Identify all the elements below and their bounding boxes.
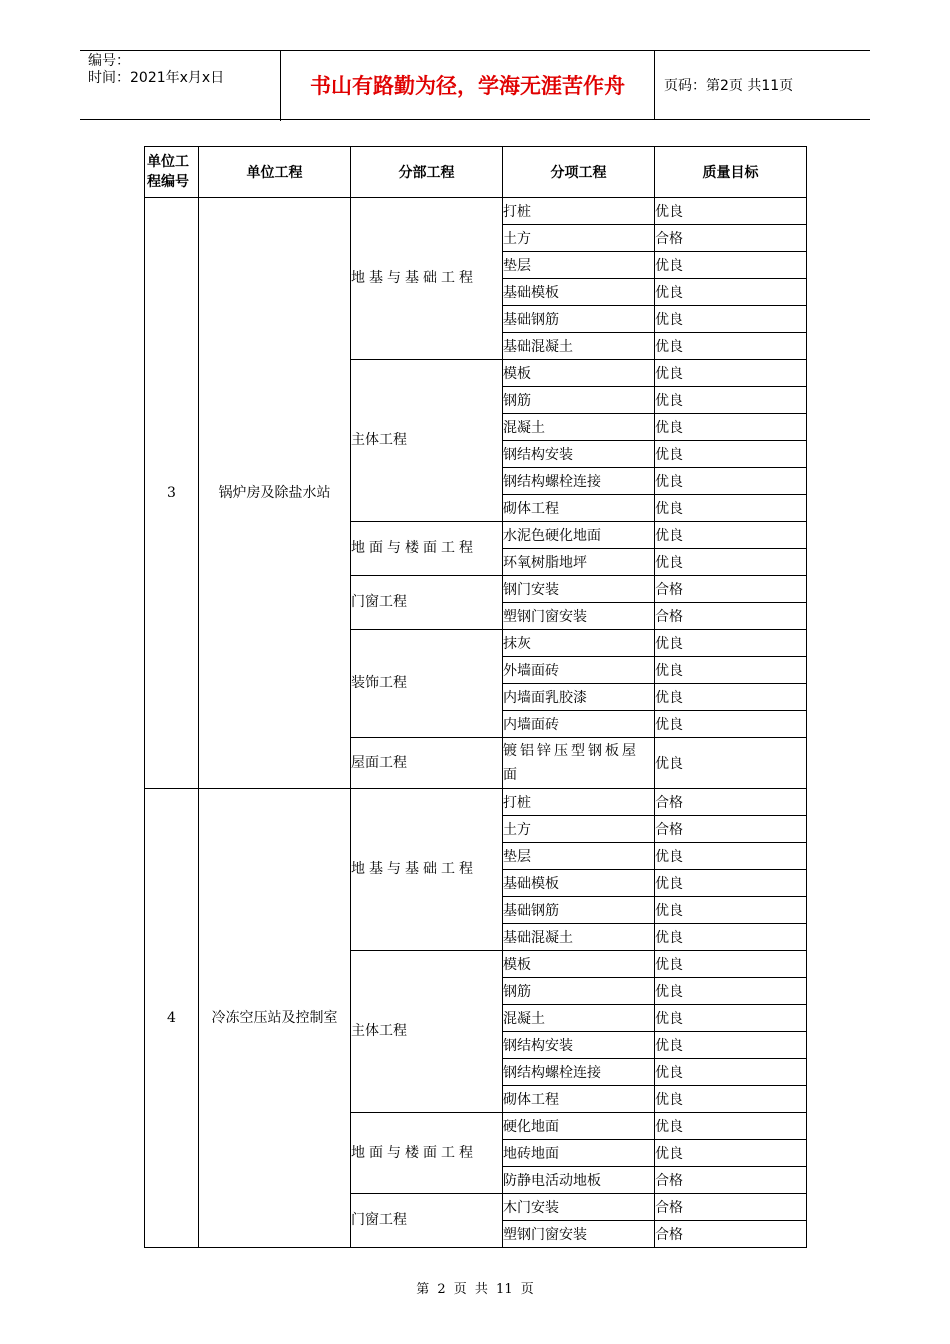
item-name-cell: 环氧树脂地坪 [503,549,655,576]
section-name-cell: 地基与基础工程 [351,789,503,951]
section-name-cell: 地面与楼面工程 [351,1113,503,1194]
item-name-cell: 钢门安装 [503,576,655,603]
quality-goal-cell: 优良 [655,1140,807,1167]
quality-goal-cell: 优良 [655,1059,807,1086]
quality-goal-cell: 优良 [655,951,807,978]
quality-goal-cell: 优良 [655,468,807,495]
item-name-cell: 塑钢门窗安装 [503,1221,655,1248]
table-body [145,198,807,1248]
item-name-cell: 木门安装 [503,1194,655,1221]
unit-name-cell: 锅炉房及除盐水站 [199,198,351,789]
header-unit-name: 单位工程 [199,147,351,198]
item-name-cell: 水泥色硬化地面 [503,522,655,549]
section-name-cell: 装饰工程 [351,630,503,738]
header-section: 分部工程 [351,147,503,198]
unit-name-cell: 冷冻空压站及控制室 [199,789,351,1248]
section-name-cell: 地基与基础工程 [351,198,503,360]
quality-goal-cell: 合格 [655,1194,807,1221]
header-motto: 书山有路勤为径，学海无涯苦作舟 [281,51,655,119]
quality-goal-cell: 优良 [655,333,807,360]
item-name-cell: 模板 [503,360,655,387]
item-name-cell: 地砖地面 [503,1140,655,1167]
section-name-cell: 地面与楼面工程 [351,522,503,576]
header-page-info: 页码：第2页 共11页 [664,78,794,94]
item-name-cell: 钢筋 [503,978,655,1005]
item-name-cell: 基础钢筋 [503,306,655,333]
item-name-cell: 垫层 [503,843,655,870]
item-name-cell: 基础钢筋 [503,897,655,924]
quality-goal-cell: 优良 [655,549,807,576]
quality-goal-cell: 优良 [655,522,807,549]
quality-goal-cell: 优良 [655,279,807,306]
quality-goal-cell: 优良 [655,198,807,225]
unit-number-cell: 4 [145,789,199,1248]
quality-goal-cell: 优良 [655,387,807,414]
quality-goal-cell: 合格 [655,603,807,630]
section-name-cell: 门窗工程 [351,1194,503,1248]
item-name-cell: 钢结构螺栓连接 [503,1059,655,1086]
page-header [80,50,870,120]
item-name-cell: 混凝土 [503,1005,655,1032]
quality-goal-cell: 优良 [655,738,807,789]
item-name-cell: 内墙面乳胶漆 [503,684,655,711]
item-name-cell: 砌体工程 [503,495,655,522]
header-quality-goal: 质量目标 [655,147,807,198]
quality-goal-cell: 合格 [655,1221,807,1248]
table-header-row [145,147,807,198]
quality-goal-cell: 优良 [655,924,807,951]
quality-goal-cell: 优良 [655,1113,807,1140]
page-footer: 第 2 页 共 11 页 [416,1282,534,1297]
quality-goal-cell: 优良 [655,843,807,870]
item-name-cell: 抹灰 [503,630,655,657]
item-name-cell: 垫层 [503,252,655,279]
item-name-cell: 钢结构安装 [503,1032,655,1059]
quality-goal-cell: 优良 [655,360,807,387]
quality-goal-cell: 优良 [655,414,807,441]
item-name-cell: 基础模板 [503,870,655,897]
quality-goal-cell: 优良 [655,306,807,333]
item-name-cell: 钢筋 [503,387,655,414]
item-name-cell: 基础混凝土 [503,924,655,951]
item-name-cell: 打桩 [503,789,655,816]
item-name-cell: 土方 [503,816,655,843]
document-code-label: 编号： [88,53,130,69]
item-name-cell: 硬化地面 [503,1113,655,1140]
item-name-cell: 钢结构安装 [503,441,655,468]
quality-goal-cell: 优良 [655,495,807,522]
section-name-cell: 主体工程 [351,951,503,1113]
item-name-cell: 钢结构螺栓连接 [503,468,655,495]
item-name-cell: 基础模板 [503,279,655,306]
quality-goal-cell: 合格 [655,789,807,816]
quality-goal-cell: 优良 [655,252,807,279]
item-name-cell: 砌体工程 [503,1086,655,1113]
quality-goal-cell: 优良 [655,978,807,1005]
section-name-cell: 门窗工程 [351,576,503,630]
quality-goal-cell: 合格 [655,816,807,843]
quality-goal-cell: 优良 [655,630,807,657]
quality-goal-cell: 优良 [655,1005,807,1032]
item-name-cell: 基础混凝土 [503,333,655,360]
item-name-cell: 防静电活动地板 [503,1167,655,1194]
quality-goal-cell: 优良 [655,441,807,468]
unit-number-cell: 3 [145,198,199,789]
quality-goal-cell: 优良 [655,684,807,711]
item-name-cell: 模板 [503,951,655,978]
quality-goal-cell: 优良 [655,1086,807,1113]
table-row [145,789,807,816]
quality-goal-cell: 优良 [655,897,807,924]
item-name-cell: 内墙面砖 [503,711,655,738]
quality-goal-cell: 优良 [655,711,807,738]
section-name-cell: 屋面工程 [351,738,503,789]
item-name-cell: 外墙面砖 [503,657,655,684]
quality-goal-cell: 优良 [655,1032,807,1059]
item-name-cell: 土方 [503,225,655,252]
header-item: 分项工程 [503,147,655,198]
item-name-cell: 镀铝锌压型钢板屋面 [503,738,655,789]
document-time-label: 时间：2021年x月x日 [88,70,225,86]
quality-goal-cell: 合格 [655,576,807,603]
item-name-cell: 打桩 [503,198,655,225]
quality-goal-cell: 合格 [655,1167,807,1194]
quality-goal-cell: 合格 [655,225,807,252]
item-name-cell: 塑钢门窗安装 [503,603,655,630]
quality-goal-cell: 优良 [655,870,807,897]
quality-goal-cell: 优良 [655,657,807,684]
quality-target-table [144,146,807,1248]
item-name-cell: 混凝土 [503,414,655,441]
section-name-cell: 主体工程 [351,360,503,522]
table-row [145,198,807,225]
header-meta [80,51,281,121]
header-unit-number: 单位工程编号 [145,147,199,198]
